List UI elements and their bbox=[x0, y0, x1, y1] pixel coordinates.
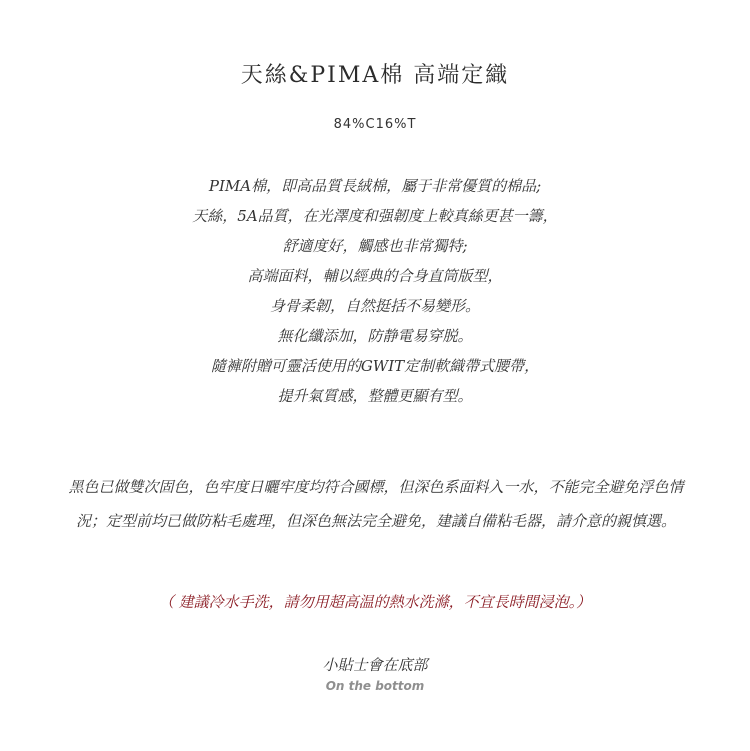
tips-note: 小貼士會在底部 bbox=[322, 656, 428, 674]
tips-subtitle: On the bottom bbox=[325, 679, 425, 693]
feature-line: 舒適度好，觸感也非常獨特; bbox=[282, 237, 468, 255]
feature-line: 隨褲附贈可靈活使用的GWIT定制軟織帶式腰帶， bbox=[210, 357, 540, 375]
feature-line: 無化纖添加，防静電易穿脱。 bbox=[277, 327, 473, 345]
feature-line: 提升氣質感，整體更顯有型。 bbox=[277, 387, 473, 405]
feature-line: PIMA棉，即高品質長絨棉，屬于非常優質的棉品; bbox=[208, 177, 542, 195]
feature-line: 天絲，5A品質，在光澤度和强韌度上較真絲更甚一籌， bbox=[192, 207, 558, 225]
page-title: 天絲&PIMA棉 高端定織 bbox=[240, 63, 510, 88]
feature-line: 身骨柔韌，自然挺括不易變形。 bbox=[269, 297, 480, 315]
washing-warning: （ 建議冷水手洗，請勿用超高温的熱水洗滌，不宜長時間浸泡。） bbox=[158, 593, 592, 611]
care-notice: 黑色已做雙次固色，色牢度日曬牢度均符合國標，但深色系面料入一水，不能完全避免浮色情況；定型前均已做防粘毛處理，但深色無法完全避免，建議自備粘毛器，請介意的親慎選。 bbox=[68, 478, 684, 530]
feature-list bbox=[0, 171, 750, 411]
feature-line: 高端面料，輔以經典的合身直筒版型， bbox=[247, 267, 503, 285]
fabric-composition: 84%C16%T bbox=[333, 117, 417, 132]
